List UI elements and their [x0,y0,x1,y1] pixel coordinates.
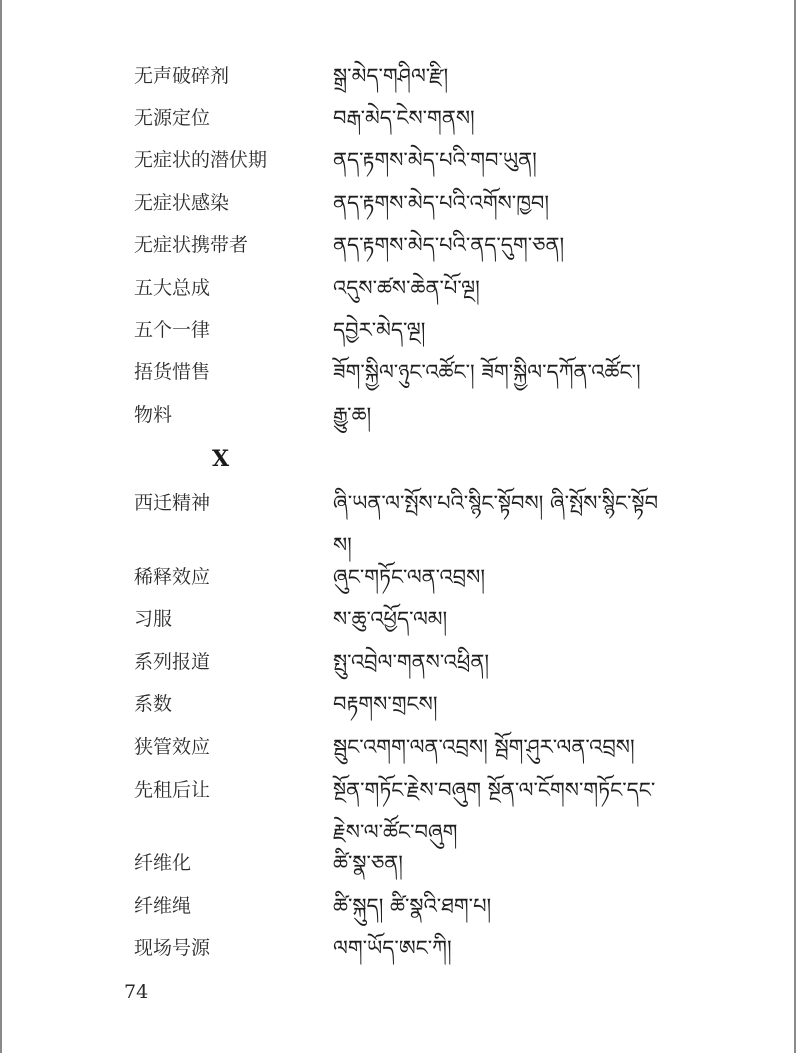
entry-gloss: ཞུང་གཏོང་ལན་འབྲས། [333,565,485,589]
entry-term: 无症状的潜伏期 [134,149,268,171]
entry-gloss: སྤུ་འབྲེལ་གནས་འཕྲིན། [333,650,489,674]
entry-gloss: ཞི་ཡན་ལ་སྤོས་པའི་སྙིང་སྟོབས། ཞི་སྤོས་སྙིང་སྟོབས། [333,491,659,557]
entry-term: 系数 [134,693,173,715]
entry-term: 无症状携带者 [134,234,249,256]
entry-gloss: སྒྲ་མེད་གཤིལ་རྫི། [333,64,449,88]
entry-gloss: ནད་རྟགས་མེད་པའི་གབ་ཡུན། [333,148,537,172]
entry-gloss: ཟོག་སྐྱིལ་ཉུང་འཚོང་། ཟོག་སྐྱིལ་དཀོན་འཚོང་། [333,360,641,384]
entry-gloss: དབྱེར་མེད་ལྔ། [333,318,426,342]
entry-gloss: བརྟགས་གྲངས། [333,692,438,716]
entry-term: 狭管效应 [134,736,211,758]
entry-term: 无声破碎剂 [134,65,230,87]
entry-gloss: སྔོན་གཏོང་རྗེས་བཞུག སྔོན་ལ་ངོགས་གཏོང་དང་རྗེས་ལ་ཚོང་བཞུག [333,778,656,844]
entry-term: 无源定位 [134,107,211,129]
entry-gloss: ས་ཆུ་འཕྱོད་ལམ། [333,607,448,631]
entry-gloss: ནད་རྟགས་མེད་པའི་འགོས་ཁྱབ། [333,191,550,215]
section-letter: X [212,446,230,472]
entry-term: 五大总成 [134,277,211,299]
entry-term: 先租后让 [134,779,211,801]
entry-term: 物料 [134,404,173,426]
entry-term: 系列报道 [134,651,211,673]
entry-gloss: བརྒ་མེད་ངེས་གནས། [333,106,475,130]
entry-gloss: ལག་ཡོད་ཨང་ཀི། [333,936,452,960]
entry-gloss: ཚི་སྣ་ཅན། [333,851,403,875]
entry-gloss: སྦུང་འགག་ལན་འབྲས། སྦོག་ཤུར་ལན་འབྲས། [333,735,635,759]
entry-term: 西迁精神 [134,492,211,514]
entry-gloss: འདུས་ཚས་ཆེན་པོ་ལྔ། [333,276,480,300]
entry-gloss: ནད་རྟགས་མེད་པའི་ནད་དུག་ཅན། [333,233,565,257]
entry-term: 纤维化 [134,852,192,874]
entry-gloss: ཚི་སྐུད། ཚི་སྣའི་ཐག་པ། [333,894,492,918]
page-number: 74 [124,981,149,1003]
entry-term: 无症状感染 [134,192,230,214]
entry-term: 稀释效应 [134,566,211,588]
entry-term: 捂货惜售 [134,361,211,383]
entry-gloss: རྒྱུ་ཆ། [333,403,372,427]
entry-term: 现场号源 [134,937,211,959]
entry-term: 五个一律 [134,319,211,341]
entry-term: 习服 [134,608,173,630]
entry-term: 纤维绳 [134,895,192,917]
